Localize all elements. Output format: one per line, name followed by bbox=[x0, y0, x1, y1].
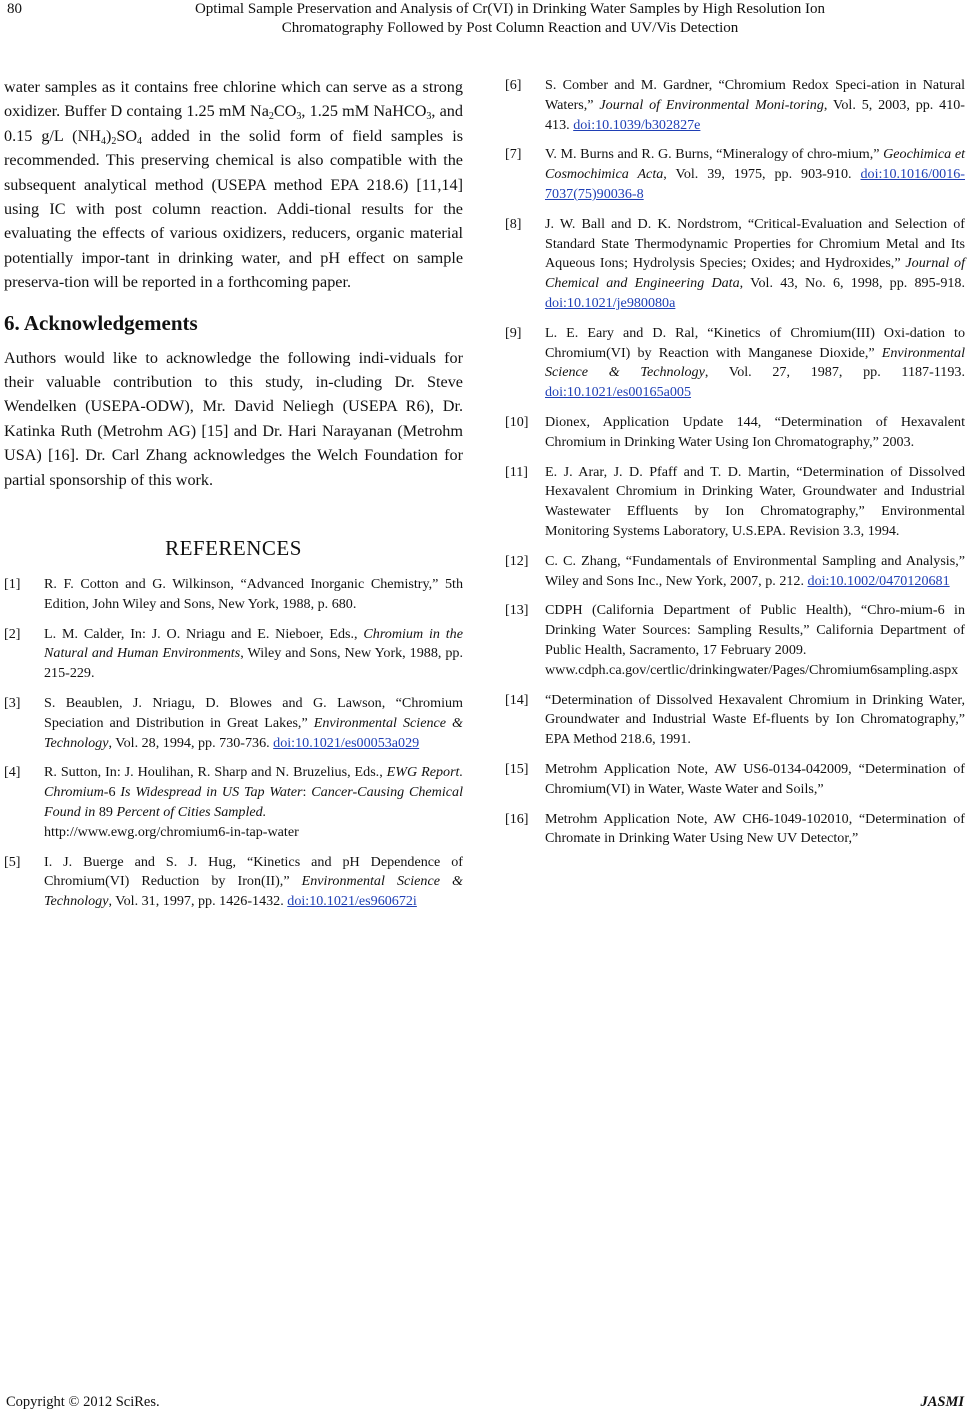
reference-text bbox=[44, 694, 463, 753]
reference-italic: Geochimica et Cosmochimica Acta bbox=[545, 146, 965, 183]
reference-text bbox=[44, 575, 463, 615]
reference-segment: Metrohm Application Note, AW US6-0134-042009, “Determination of Chromium(VI) in Water, Waste Water and Soils,” bbox=[545, 760, 965, 797]
reference-item bbox=[505, 463, 965, 542]
reference-segment: S. Beaublen, J. Nriagu, D. Blowes and G. Lawson, “Chromium Speciation and Distribution in Great Lakes,” bbox=[44, 695, 463, 731]
doi-link[interactable]: doi:10.1016/0016-7037(75)90036-8 bbox=[545, 166, 965, 202]
reference-item bbox=[4, 853, 463, 912]
journal-footer: JASMI bbox=[920, 1394, 964, 1410]
reference-number: [7] bbox=[505, 146, 522, 163]
reference-segment: R. Sutton, In: J. Houlihan, R. Sharp and N. Bruzelius, Eds., bbox=[44, 764, 387, 781]
reference-number: [13] bbox=[505, 602, 529, 619]
reference-segment: S. Comber and M. Gardner, “Chromium Redox Speci-ation in Natural Waters,” bbox=[545, 77, 965, 113]
reference-number: [11] bbox=[505, 463, 528, 480]
running-header-line-1: Optimal Sample Preservation and Analysis of Cr(VI) in Drinking Water Samples by High Resolution Ion bbox=[194, 1, 826, 17]
reference-item bbox=[4, 694, 463, 753]
reference-italic: Percent of Cities Sampled. bbox=[116, 804, 267, 821]
reference-segment: Metrohm Application Note, AW CH6-1049-102010, “Determination of Chromate in Drinking Water Using New UV Detector,” bbox=[545, 810, 965, 847]
reference-number: [3] bbox=[4, 695, 21, 712]
references-list-right bbox=[505, 76, 965, 849]
url-text: www.cdph.ca.gov/certlic/drinkingwater/Pages/Chromium6sampling.aspx bbox=[545, 661, 959, 678]
references-list-left bbox=[4, 575, 463, 912]
reference-segment: , Vol. 5, 2003, pp. 410-413. bbox=[545, 96, 965, 133]
reference-item bbox=[505, 145, 965, 204]
reference-item bbox=[505, 601, 965, 680]
reference-number: [16] bbox=[505, 810, 529, 827]
reference-number: [12] bbox=[505, 552, 529, 569]
reference-item bbox=[505, 215, 965, 314]
reference-segment: : bbox=[302, 784, 312, 801]
doi-link[interactable]: doi:10.1002/0470120681 bbox=[807, 572, 950, 589]
reference-item bbox=[505, 552, 965, 592]
reference-segment: L. M. Calder, In: J. O. Nriagu and E. Nieboer, Eds., bbox=[44, 625, 364, 642]
reference-segment: 89 bbox=[95, 804, 117, 821]
reference-item bbox=[4, 575, 463, 615]
reference-italic: Journal of Chemical and Engineering Data bbox=[545, 255, 965, 292]
reference-segment: , Vol. 27, 1987, pp. 1187-1193. bbox=[704, 364, 965, 381]
reference-number: [2] bbox=[4, 625, 21, 642]
doi-link[interactable]: doi:10.1021/es960672i bbox=[287, 893, 417, 910]
doi-link[interactable]: doi:10.1021/es00165a005 bbox=[545, 384, 692, 401]
right-column bbox=[505, 76, 965, 859]
reference-item bbox=[505, 324, 965, 403]
reference-text bbox=[545, 601, 965, 680]
reference-segment: , Vol. 43, No. 6, 1998, pp. 895-918. bbox=[739, 275, 965, 292]
reference-italic: Journal of Environmental Moni-toring bbox=[599, 96, 824, 113]
reference-italic: Cancer-Causing Chemical Found in bbox=[44, 784, 463, 821]
reference-text bbox=[545, 413, 965, 453]
reference-text bbox=[44, 763, 463, 842]
reference-item bbox=[4, 625, 463, 684]
intro-paragraph: water samples as it contains free chlorine which can serve as a strong oxidizer. Buffer D containg 1.25 mM $Na_2CO_3$, 1.25 mM NaHCO$_3$, and 0.15 g/L $(NH_4)_2SO_4$ added in the solid form of field samples is recommended. This preserving chemical is also compatible with the subsequent analytical method (USEPA method EPA 218.6) [11,14] using IC with post column reaction. Addi-tional results for the evaluating the effects of various oxidizers, reducers, organic material potentially impor-tant in drinking water, and pH effect on sample preserva-tion will be reported in a forthcoming paper. bbox=[4, 78, 463, 292]
reference-item bbox=[505, 691, 965, 750]
reference-italic: Environmental Science & Technology bbox=[44, 873, 463, 910]
reference-number: [4] bbox=[4, 764, 21, 781]
reference-segment: J. W. Ball and D. K. Nordstrom, “Critical-Evaluation and Selection of Standard State Thermodynamic Properties for Chromium Metal and Its Aqueous Ions; Hydrolysis Species; Oxides; and Hydroxides,” bbox=[545, 215, 965, 272]
reference-text bbox=[545, 215, 965, 314]
reference-segment: 6 bbox=[108, 784, 121, 801]
reference-item bbox=[505, 413, 965, 453]
reference-text bbox=[545, 76, 965, 135]
reference-number: [1] bbox=[4, 576, 21, 593]
reference-italic: Chromium in the Natural and Human Environments bbox=[44, 625, 463, 662]
references-heading: REFERENCES bbox=[165, 536, 302, 561]
reference-item bbox=[505, 760, 965, 800]
reference-item bbox=[505, 810, 965, 850]
reference-segment: CDPH (California Department of Public Health), “Chro-mium-6 in Drinking Water Sources: Sampling Results,” California Department of Public Health, Sacramento, 17 February 2009. bbox=[545, 602, 965, 658]
reference-segment: Dionex, Application Update 144, “Determination of Hexavalent Chromium in Drinking Water Using Ion Chromatography,” 2003. bbox=[545, 413, 965, 450]
reference-text bbox=[545, 145, 965, 204]
reference-number: [14] bbox=[505, 691, 529, 708]
copyright-footer: Copyright © 2012 SciRes. bbox=[6, 1394, 160, 1410]
reference-item bbox=[505, 76, 965, 135]
running-header bbox=[60, 0, 960, 38]
doi-link[interactable]: doi:10.1021/es00053a029 bbox=[273, 734, 420, 751]
acknowledgements-heading: 6. Acknowledgements bbox=[4, 310, 198, 335]
reference-segment: , Vol. 28, 1994, pp. 730-736. bbox=[108, 734, 274, 751]
reference-italic: EWG Report. Chromium- bbox=[44, 764, 463, 801]
reference-segment: V. M. Burns and R. G. Burns, “Mineralogy of chro-mium,” bbox=[545, 146, 884, 163]
doi-link[interactable]: doi:10.1039/b302827e bbox=[573, 116, 701, 133]
reference-italic: Environmental Science & Technology bbox=[44, 714, 463, 751]
reference-italic: Is Widespread in US Tap Water bbox=[120, 784, 303, 801]
reference-text bbox=[545, 810, 965, 850]
reference-text bbox=[545, 760, 965, 800]
reference-item bbox=[4, 763, 463, 842]
reference-text bbox=[44, 853, 463, 912]
reference-number: [6] bbox=[505, 77, 522, 93]
running-header-line-2: Chromatography Followed by Post Column Reaction and UV/Vis Detection bbox=[281, 20, 739, 36]
reference-number: [5] bbox=[4, 853, 21, 870]
reference-number: [15] bbox=[505, 760, 529, 777]
reference-text bbox=[44, 625, 463, 684]
left-column bbox=[4, 75, 463, 922]
reference-segment: E. J. Arar, J. D. Pfaff and T. D. Martin, “Determination of Dissolved Hexavalent Chromium in Drinking Water, Groundwater and Industrial Wastewater Effluents by Ion Chromatography,” Environmental Monitoring Systems Laboratory, U.S.EPA. Revision 3.3, 1994. bbox=[545, 463, 965, 539]
reference-text bbox=[545, 691, 965, 750]
reference-segment: , Vol. 39, 1975, pp. 903-910. bbox=[663, 166, 861, 183]
page-number: 80 bbox=[7, 1, 22, 17]
reference-number: [9] bbox=[505, 324, 522, 341]
reference-segment: I. J. Buerge and S. J. Hug, “Kinetics and pH Dependence of Chromium(VI) Reduction by Iron(II),” bbox=[44, 853, 463, 890]
reference-segment: , Wiley and Sons, New York, 1988, pp. 215-229. bbox=[44, 645, 463, 682]
reference-segment: L. E. Eary and D. Ral, “Kinetics of Chromium(III) Oxi-dation to Chromium(VI) by Reaction with Manganese Dioxide,” bbox=[545, 324, 965, 361]
reference-text bbox=[545, 552, 965, 592]
reference-segment: , Vol. 31, 1997, pp. 1426-1432. bbox=[108, 893, 288, 910]
reference-text bbox=[545, 463, 965, 542]
url-text: http://www.ewg.org/chromium6-in-tap-water bbox=[44, 823, 299, 840]
acknowledgements-text: Authors would like to acknowledge the following indi-viduals for their valuable contribution to this study, in-cluding Dr. Steve Wendelken (USEPA-ODW), Mr. David Neliegh (USEPA R6), Dr. Katinka Ruth (Metrohm AG) [15] and Dr. Hari Narayanan (Metrohm USA) [16]. Dr. Carl Zhang acknowledges the Welch Foundation for partial sponsorship of this work. bbox=[4, 348, 463, 489]
doi-link[interactable]: doi:10.1021/je980080a bbox=[545, 294, 676, 311]
reference-segment: R. F. Cotton and G. Wilkinson, “Advanced Inorganic Chemistry,” 5th Edition, John Wiley and Sons, New York, 1988, p. 680. bbox=[44, 576, 463, 612]
reference-segment: C. C. Zhang, “Fundamentals of Environmental Sampling and Analysis,” Wiley and Sons Inc., New York, 2007, p. 212. bbox=[545, 552, 965, 589]
reference-segment: “Determination of Dissolved Hexavalent Chromium in Drinking Water, Groundwater and Industrial Waste Ef-fluents by Ion Chromatography,” EPA Method 218.6, 1991. bbox=[545, 691, 965, 748]
reference-italic: Environmental Science & Technology bbox=[545, 344, 965, 381]
reference-text bbox=[545, 324, 965, 403]
reference-number: [10] bbox=[505, 413, 529, 430]
reference-number: [8] bbox=[505, 215, 522, 232]
